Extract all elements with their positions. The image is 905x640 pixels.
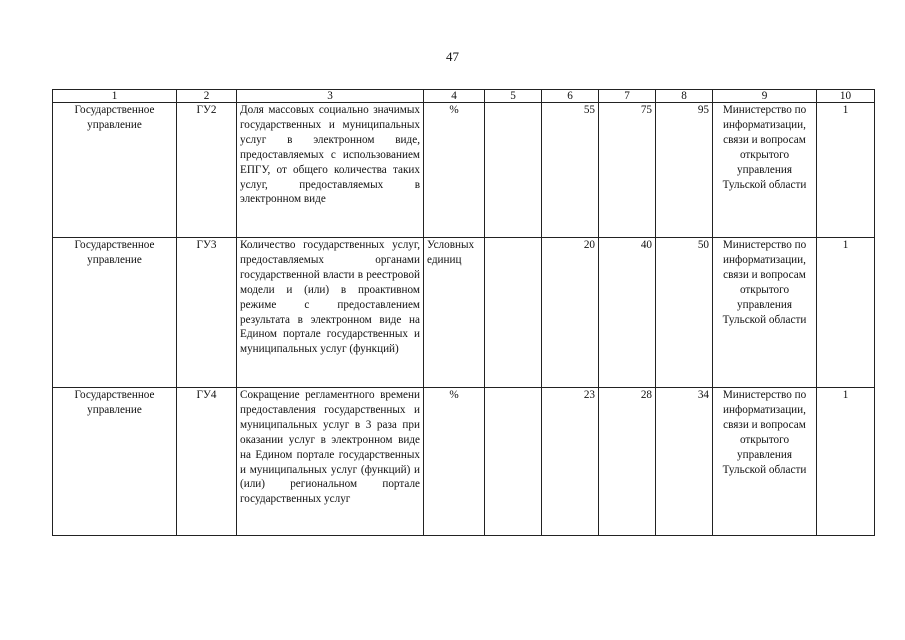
indicators-table bbox=[52, 89, 875, 536]
indicator-cell: Количество государственных услуг, предоставляемых органами государственной власти в реестровой модели и (или) в проактивном режиме с предоставлением результата в электронном виде на Едином портале государственных и муниципальных услуг (функций) bbox=[237, 238, 424, 388]
indicator-cell: Сокращение регламентного времени предоставления государственных и муниципальных услуг в 3 раза при оказании услуг в электронном виде на Едином портале государственных и муниципальных услуг (функций) и (или) региональном портале государственных услуг bbox=[237, 388, 424, 536]
area-cell: Государственное управление bbox=[53, 388, 177, 536]
ministry-cell: Министерство по информатизации, связи и вопросам открытого управления Тульской области bbox=[713, 388, 817, 536]
table-row bbox=[53, 103, 875, 238]
column-header-7: 7 bbox=[599, 90, 656, 103]
ministry-cell: Министерство по информатизации, связи и вопросам открытого управления Тульской области bbox=[713, 103, 817, 238]
col5-cell bbox=[485, 238, 542, 388]
value-col6-cell: 23 bbox=[542, 388, 599, 536]
area-cell: Государственное управление bbox=[53, 103, 177, 238]
header-row bbox=[53, 90, 875, 103]
value-col6-cell: 20 bbox=[542, 238, 599, 388]
column-header-5: 5 bbox=[485, 90, 542, 103]
col5-cell bbox=[485, 103, 542, 238]
area-cell: Государственное управление bbox=[53, 238, 177, 388]
col10-cell: 1 bbox=[817, 388, 875, 536]
table-row bbox=[53, 238, 875, 388]
column-header-8: 8 bbox=[656, 90, 713, 103]
column-header-6: 6 bbox=[542, 90, 599, 103]
value-col8-cell: 95 bbox=[656, 103, 713, 238]
column-header-9: 9 bbox=[713, 90, 817, 103]
code-cell: ГУ4 bbox=[177, 388, 237, 536]
page-number: 47 bbox=[446, 49, 459, 64]
column-header-3: 3 bbox=[237, 90, 424, 103]
unit-cell: Условных единиц bbox=[424, 238, 485, 388]
indicator-cell: Доля массовых социально значимых государственных и муниципальных услуг в электронном виде, предоставляемых с использованием ЕПГУ, от общего количества таких услуг, предоставляемых в электронном виде bbox=[237, 103, 424, 238]
value-col6-cell: 55 bbox=[542, 103, 599, 238]
value-col7-cell: 40 bbox=[599, 238, 656, 388]
value-col7-cell: 75 bbox=[599, 103, 656, 238]
code-cell: ГУ2 bbox=[177, 103, 237, 238]
column-header-10: 10 bbox=[817, 90, 875, 103]
unit-cell: % bbox=[424, 103, 485, 238]
table-row bbox=[53, 388, 875, 536]
column-header-4: 4 bbox=[424, 90, 485, 103]
col5-cell bbox=[485, 388, 542, 536]
col10-cell: 1 bbox=[817, 238, 875, 388]
value-col8-cell: 34 bbox=[656, 388, 713, 536]
value-col7-cell: 28 bbox=[599, 388, 656, 536]
column-header-2: 2 bbox=[177, 90, 237, 103]
unit-cell: % bbox=[424, 388, 485, 536]
column-header-1: 1 bbox=[53, 90, 177, 103]
col10-cell: 1 bbox=[817, 103, 875, 238]
code-cell: ГУ3 bbox=[177, 238, 237, 388]
ministry-cell: Министерство по информатизации, связи и вопросам открытого управления Тульской области bbox=[713, 238, 817, 388]
value-col8-cell: 50 bbox=[656, 238, 713, 388]
